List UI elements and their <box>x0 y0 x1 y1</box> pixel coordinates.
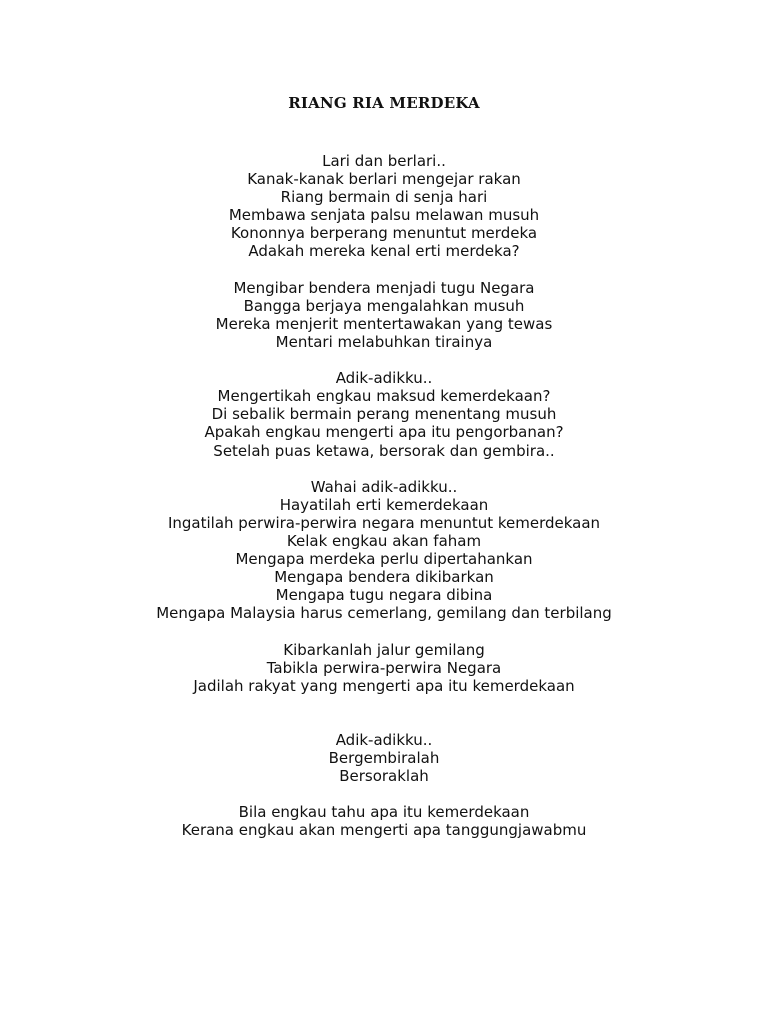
poem-line: Adakah mereka kenal erti merdeka? <box>248 242 520 261</box>
poem-line: Kelak engkau akan faham <box>286 531 482 550</box>
poem-line: Bila engkau tahu apa itu kemerdekaan <box>238 803 530 822</box>
poem-line: Riang bermain di senja hari <box>280 188 488 207</box>
poem-line: Lari dan berlari.. <box>322 152 446 170</box>
stanza-7 <box>0 803 768 839</box>
poem-title: RIANG RIA MERDEKA <box>288 94 480 112</box>
poem-line: Wahai adik-adikku.. <box>310 477 458 496</box>
poem-line: Bergembiralah <box>328 749 440 768</box>
poem-line: Kerana engkau akan mengerti apa tanggungjawabmu <box>181 821 587 840</box>
poem-line: Adik-adikku.. <box>335 369 433 388</box>
stanza-1 <box>0 152 768 261</box>
poem-line: Ingatilah perwira-perwira negara menuntut kemerdekaan <box>167 513 601 532</box>
poem-line: Mengapa merdeka perlu dipertahankan <box>235 550 533 569</box>
poem-line: Jadilah rakyat yang mengerti apa itu kemerdekaan <box>193 676 575 695</box>
stanza-2 <box>0 279 768 351</box>
poem-line: Mengertikah engkau maksud kemerdekaan? <box>217 387 551 406</box>
poem-line: Kibarkanlah jalur gemilang <box>283 640 485 659</box>
stanza-4 <box>0 478 768 623</box>
poem-line: Mengapa Malaysia harus cemerlang, gemilang dan terbilang <box>156 604 612 623</box>
stanza-5 <box>0 641 768 695</box>
poem-line: Setelah puas ketawa, bersorak dan gembira.. <box>213 441 555 460</box>
poem-line: Mentari melabuhkan tirainya <box>275 332 493 351</box>
stanza-3 <box>0 369 768 459</box>
poem-line: Mengibar bendera menjadi tugu Negara <box>233 278 535 297</box>
poem-line: Mereka menjerit mentertawakan yang tewas <box>215 314 553 333</box>
poem-line: Hayatilah erti kemerdekaan <box>279 495 489 514</box>
stanza-6 <box>0 731 768 785</box>
poem-line: Mengapa bendera dikibarkan <box>274 568 494 587</box>
poem-line: Di sebalik bermain perang menentang musuh <box>211 405 557 424</box>
poem-body <box>0 152 768 858</box>
poem-line: Kononnya berperang menuntut merdeka <box>230 224 538 243</box>
poem-line: Adik-adikku.. <box>335 731 433 749</box>
poem-line: Membawa senjata palsu melawan musuh <box>228 206 540 225</box>
poem-line: Mengapa tugu negara dibina <box>275 586 493 605</box>
poem-line: Kanak-kanak berlari mengejar rakan <box>247 170 521 189</box>
poem-line: Tabikla perwira-perwira Negara <box>266 658 502 677</box>
poem-line: Apakah engkau mengerti apa itu pengorbanan? <box>204 423 564 442</box>
poem-line: Bersoraklah <box>339 767 429 786</box>
poem-line: Bangga berjaya mengalahkan musuh <box>243 296 525 315</box>
